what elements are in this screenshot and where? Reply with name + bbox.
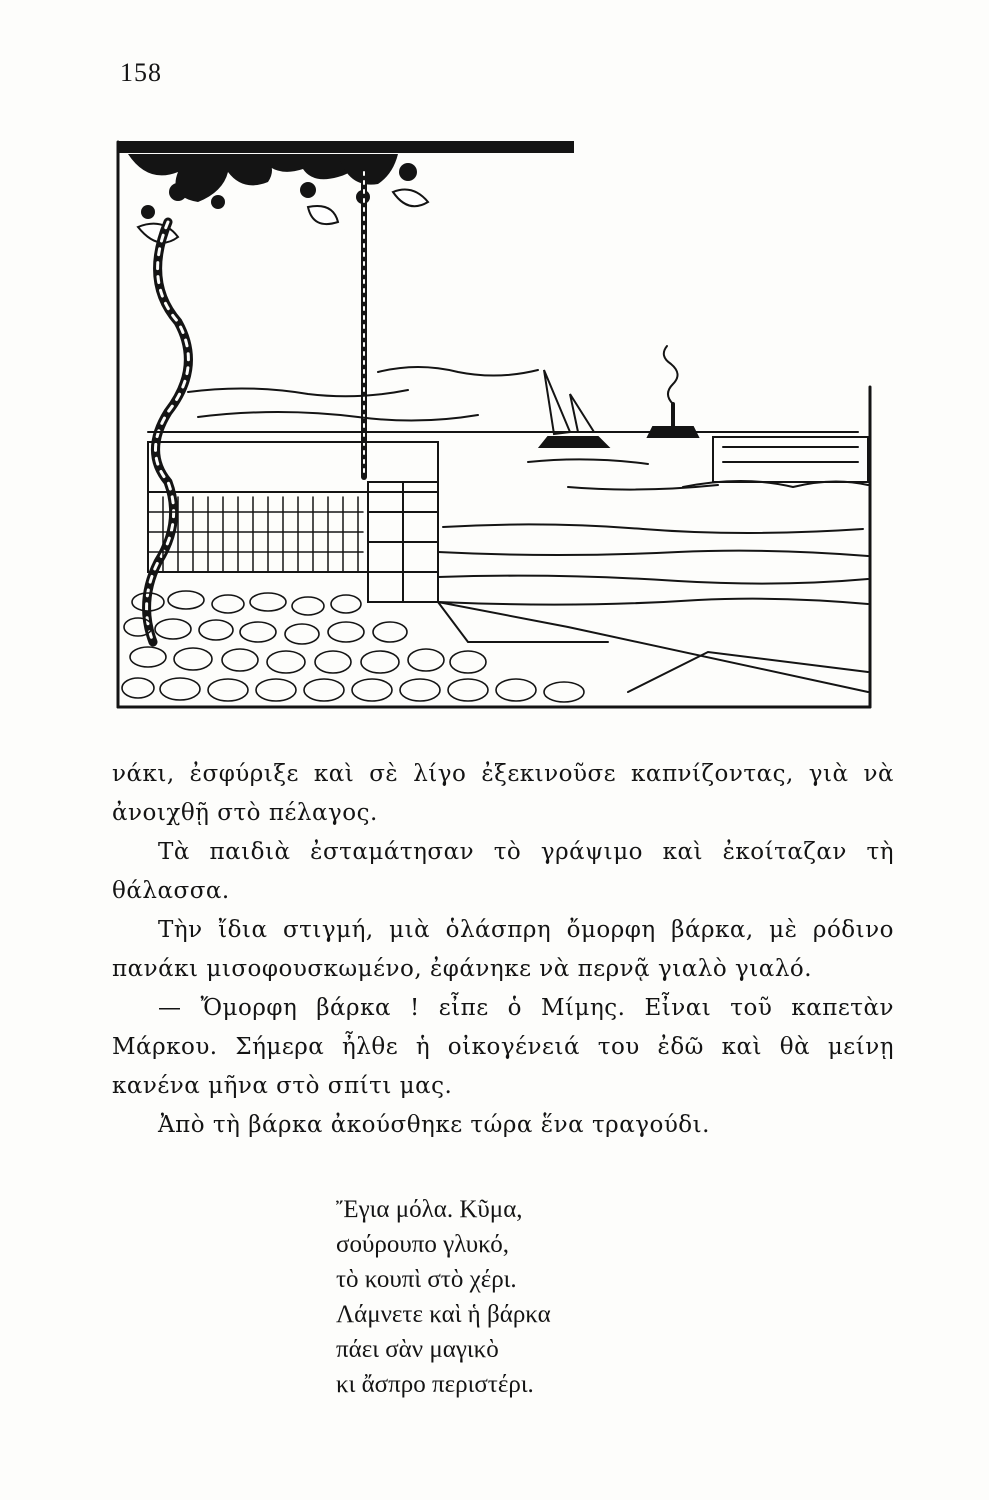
poem-line: πάει σὰν μαγικὸ [336, 1336, 499, 1363]
poem [336, 1192, 551, 1402]
poem-line: κι ἄσπρο περιστέρι. [336, 1371, 534, 1398]
poem-line: τὸ κουπὶ στὸ χέρι. [336, 1266, 517, 1293]
poem-line: Ἔγια μόλα. Κῦμα, [336, 1196, 523, 1223]
poem-line: σούρουπο γλυκό, [336, 1231, 509, 1258]
paragraph: Ἀπὸ τὴ βάρκα ἀκούσθηκε τώρα ἕνα τραγούδι. [158, 1112, 710, 1138]
page-number: 158 [120, 58, 162, 87]
paragraph: Τὰ παιδιὰ ἐσταμάτησαν τὸ γράψιμο καὶ ἐκοίταζαν τὴ θάλασσα. [112, 839, 894, 904]
paragraph: νάκι, ἐσφύριξε καὶ σὲ λίγο ἐξεκινοῦσε καπνίζοντας, γιὰ νὰ ἀνοιχθῇ στὸ πέλαγος. [112, 761, 894, 826]
seaside-illustration [108, 132, 880, 712]
poem-line: Λάμνετε καὶ ἡ βάρκα [336, 1301, 551, 1328]
paragraph: Τὴν ἴδια στιγμή, μιὰ ὁλάσπρη ὄμορφη βάρκα, μὲ ρόδινο πανάκι μισοφουσκωμένο, ἐφάνηκε νὰ περνᾷ γιαλὸ γιαλό. [112, 917, 894, 982]
paragraph: — Ὄμορφη βάρκα ! εἶπε ὁ Μίμης. Εἶναι τοῦ καπετὰν Μάρκου. Σήμερα ἦλθε ἡ οἰκογένειά του ἐδῶ καὶ θὰ μείνῃ κανένα μῆνα στὸ σπίτι μας. [112, 995, 894, 1099]
body-text [112, 755, 894, 1145]
